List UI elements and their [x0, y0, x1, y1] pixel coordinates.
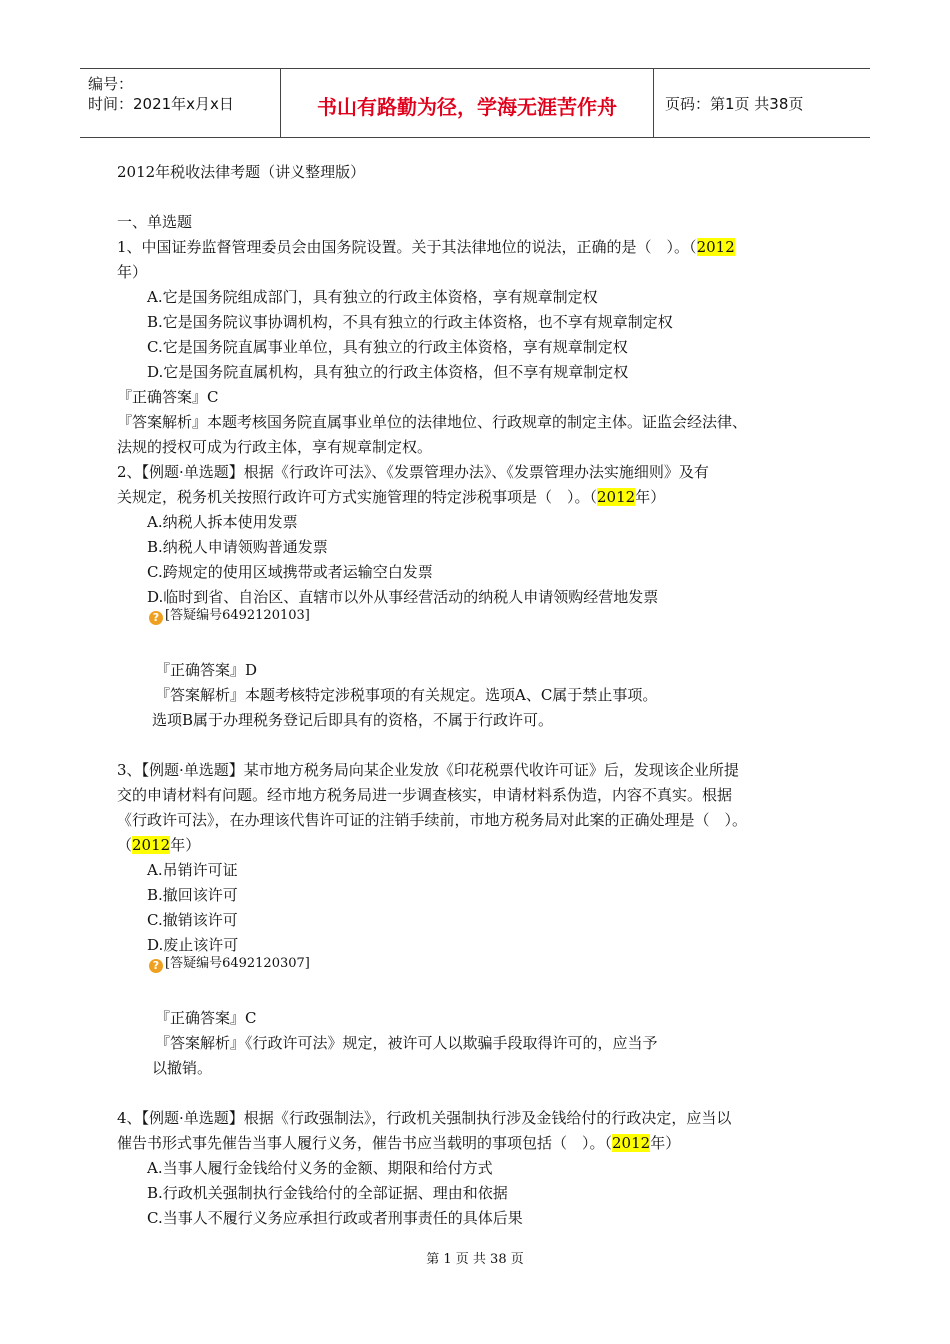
q1-stem-b: 年） — [117, 263, 148, 281]
q1-answer: 『正确答案』C — [117, 388, 219, 406]
q4-stem-b: 年） — [650, 1134, 681, 1152]
q3-stem-line4 — [117, 835, 200, 855]
q1-analysis-line2: 法规的授权可成为行政主体，享有规章制定权。 — [117, 438, 433, 456]
q1-analysis-line1: 『答案解析』本题考核国务院直属事业单位的法律地位、行政规章的制定主体。证监会经法律、 — [117, 413, 748, 431]
q3-stem-line1: 3、【例题·单选题】某市地方税务局向某企业发放《印花税票代收许可证》后，发现该企业所提 — [117, 761, 739, 779]
q2-stem-b: 年） — [635, 488, 666, 506]
q4-stem-line1: 4、【例题·单选题】根据《行政强制法》，行政机关强制执行涉及金钱给付的行政决定，应当以 — [117, 1109, 732, 1127]
q3-analysis-line1: 『答案解析』《行政许可法》规定，被许可人以欺骗手段取得许可的，应当予 — [155, 1034, 658, 1052]
q4-stem-a: 催告书形式事先催告当事人履行义务，催告书应当载明的事项包括（ ）。（ — [117, 1134, 613, 1152]
q3-stem-a: （ — [117, 836, 133, 854]
q4-stem-line2 — [117, 1133, 680, 1153]
header-motto-cell — [280, 69, 654, 137]
q4-option-c: C.当事人不履行义务应承担行政或者刑事责任的具体后果 — [147, 1209, 523, 1227]
q3-option-b: B.撤回该许可 — [147, 886, 238, 904]
q1-option-c: C.它是国务院直属事业单位，具有独立的行政主体资格，享有规章制定权 — [147, 338, 628, 356]
q2-stem-line2 — [117, 487, 665, 507]
q2-analysis-line1: 『答案解析』本题考核特定涉税事项的有关规定。选项A、C属于禁止事项。 — [155, 686, 658, 704]
question-mark-icon: ? — [149, 959, 163, 973]
section-heading: 一、单选题 — [117, 213, 193, 231]
q1-option-a: A.它是国务院组成部门，具有独立的行政主体资格，享有规章制定权 — [147, 288, 598, 306]
q3-analysis-line2: 以撤销。 — [152, 1059, 213, 1077]
header-page-cell — [653, 69, 870, 137]
q2-ref: [答疑编号6492120103] — [165, 608, 310, 623]
q2-answer: 『正确答案』D — [155, 661, 258, 679]
page-info: 页码：第1页 共38页 — [665, 95, 804, 113]
q1-year: 2012 — [696, 238, 735, 256]
q4-option-a: A.当事人履行金钱给付义务的金额、期限和给付方式 — [147, 1159, 493, 1177]
page-header — [80, 68, 870, 138]
q1-stem-line1 — [117, 237, 735, 257]
q2-option-b: B.纳税人申请领购普通发票 — [147, 538, 328, 556]
q2-option-c: C.跨规定的使用区域携带或者运输空白发票 — [147, 563, 433, 581]
header-meta — [80, 69, 280, 137]
q3-option-d: D.废止该许可 — [147, 936, 239, 954]
doc-title: 2012年税收法律考题（讲义整理版） — [117, 163, 366, 181]
q2-stem-a: 关规定，税务机关按照行政许可方式实施管理的特定涉税事项是（ ）。（ — [117, 488, 598, 506]
q4-option-b: B.行政机关强制执行金钱给付的全部证据、理由和依据 — [147, 1184, 508, 1202]
q2-stem-line1: 2、【例题·单选题】根据《行政许可法》、《发票管理办法》、《发票管理办法实施细则》及有 — [117, 463, 709, 481]
q2-option-d: D.临时到省、自治区、直辖市以外从事经营活动的纳税人申请领购经营地发票 — [147, 588, 659, 606]
q3-option-c: C.撤销该许可 — [147, 911, 238, 929]
q3-stem-b: 年） — [170, 836, 201, 854]
motto: 书山有路勤为径，学海无涯苦作舟 — [317, 95, 617, 119]
number-label: 编号： — [88, 75, 134, 93]
q2-ref-link[interactable] — [149, 606, 310, 626]
q3-stem-line3: 《行政许可法》，在办理该代售许可证的注销手续前，市地方税务局对此案的正确处理是（ ）。 — [117, 811, 748, 829]
q4-year: 2012 — [612, 1134, 651, 1152]
q1-option-b: B.它是国务院议事协调机构，不具有独立的行政主体资格，也不享有规章制定权 — [147, 313, 673, 331]
q1-stem-a: 1、中国证券监督管理委员会由国务院设置。关于其法律地位的说法，正确的是（ ）。（ — [117, 238, 697, 256]
q3-option-a: A.吊销许可证 — [147, 861, 238, 879]
page-footer: 第 1 页 共 38 页 — [426, 1252, 524, 1267]
q2-analysis-line2: 选项B属于办理税务登记后即具有的资格，不属于行政许可。 — [152, 711, 554, 729]
q2-option-a: A.纳税人拆本使用发票 — [147, 513, 298, 531]
q3-ref: [答疑编号6492120307] — [165, 956, 310, 971]
q2-year: 2012 — [597, 488, 636, 506]
q3-answer: 『正确答案』C — [155, 1009, 257, 1027]
q3-year: 2012 — [132, 836, 171, 854]
q1-option-d: D.它是国务院直属机构，具有独立的行政主体资格，但不享有规章制定权 — [147, 363, 629, 381]
question-mark-icon: ? — [149, 611, 163, 625]
date-line: 时间：2021年x月x日 — [88, 95, 234, 113]
q3-ref-link[interactable] — [149, 954, 310, 974]
q3-stem-line2: 交的申请材料有问题。经市地方税务局进一步调查核实，申请材料系伪造，内容不真实。根据 — [117, 786, 733, 804]
